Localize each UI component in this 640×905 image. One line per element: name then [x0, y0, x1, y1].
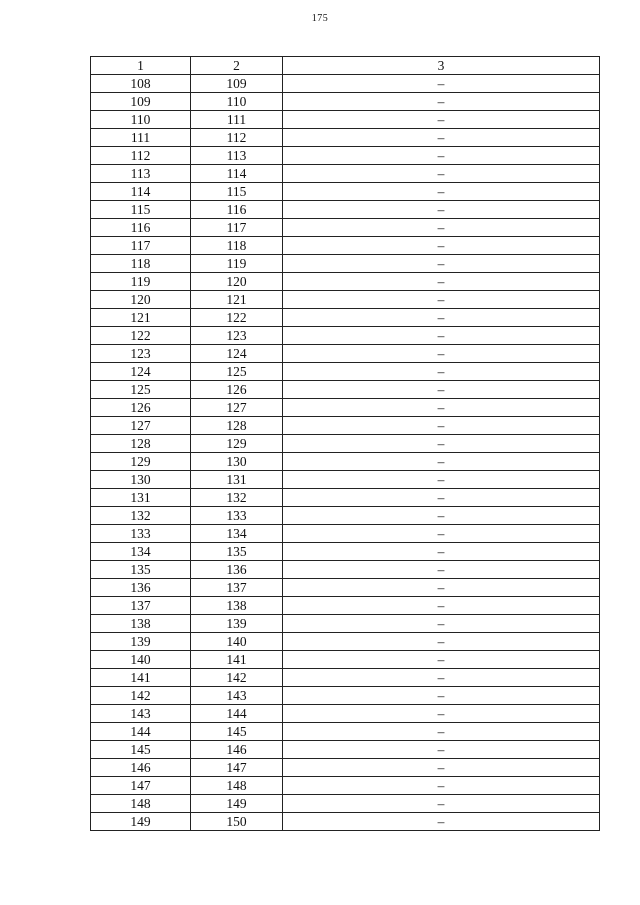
table-cell-col-3: –	[283, 759, 600, 777]
table-row	[91, 93, 600, 111]
table-row	[91, 147, 600, 165]
table-cell-col-2: 137	[191, 579, 283, 597]
table-row	[91, 381, 600, 399]
table-row	[91, 453, 600, 471]
table-cell-col-1: 146	[91, 759, 191, 777]
table-row	[91, 201, 600, 219]
table-row	[91, 471, 600, 489]
table-cell-col-1: 134	[91, 543, 191, 561]
table-row	[91, 111, 600, 129]
table-cell-col-1: 119	[91, 273, 191, 291]
table-row	[91, 705, 600, 723]
table-cell-col-2: 126	[191, 381, 283, 399]
table-row	[91, 165, 600, 183]
table-row	[91, 183, 600, 201]
table-row	[91, 723, 600, 741]
table-cell-col-1: 115	[91, 201, 191, 219]
table-cell-col-1: 110	[91, 111, 191, 129]
table-cell-col-2: 139	[191, 615, 283, 633]
table-cell-col-2: 113	[191, 147, 283, 165]
table-cell-col-3: –	[283, 741, 600, 759]
table-cell-col-2: 122	[191, 309, 283, 327]
table-cell-col-1: 116	[91, 219, 191, 237]
table-cell-col-3: –	[283, 615, 600, 633]
table-cell-col-1: 113	[91, 165, 191, 183]
table-row	[91, 417, 600, 435]
table-cell-col-1: 136	[91, 579, 191, 597]
table-cell-col-1: 126	[91, 399, 191, 417]
column-header-3: 3	[283, 57, 600, 75]
table-cell-col-1: 123	[91, 345, 191, 363]
table-cell-col-1: 142	[91, 687, 191, 705]
table-body	[91, 75, 600, 831]
table-cell-col-3: –	[283, 471, 600, 489]
table-cell-col-3: –	[283, 633, 600, 651]
table-cell-col-3: –	[283, 75, 600, 93]
table-cell-col-3: –	[283, 291, 600, 309]
table-cell-col-2: 110	[191, 93, 283, 111]
table-cell-col-1: 112	[91, 147, 191, 165]
table-cell-col-3: –	[283, 543, 600, 561]
table-cell-col-1: 149	[91, 813, 191, 831]
table-cell-col-2: 116	[191, 201, 283, 219]
table-cell-col-2: 129	[191, 435, 283, 453]
table-cell-col-1: 127	[91, 417, 191, 435]
table-cell-col-1: 128	[91, 435, 191, 453]
table-cell-col-2: 131	[191, 471, 283, 489]
table-cell-col-3: –	[283, 705, 600, 723]
table-cell-col-1: 117	[91, 237, 191, 255]
table-cell-col-1: 138	[91, 615, 191, 633]
table-header-row	[91, 57, 600, 75]
table-cell-col-2: 128	[191, 417, 283, 435]
table-row	[91, 759, 600, 777]
table-cell-col-1: 129	[91, 453, 191, 471]
table-cell-col-2: 127	[191, 399, 283, 417]
table-cell-col-3: –	[283, 129, 600, 147]
table-row	[91, 363, 600, 381]
table-cell-col-2: 112	[191, 129, 283, 147]
table-cell-col-3: –	[283, 723, 600, 741]
table-cell-col-3: –	[283, 597, 600, 615]
table-cell-col-3: –	[283, 237, 600, 255]
table-row	[91, 615, 600, 633]
table-cell-col-3: –	[283, 165, 600, 183]
table-row	[91, 741, 600, 759]
table-cell-col-1: 124	[91, 363, 191, 381]
table-cell-col-3: –	[283, 813, 600, 831]
table-cell-col-2: 124	[191, 345, 283, 363]
table-row	[91, 273, 600, 291]
table-cell-col-1: 111	[91, 129, 191, 147]
table-row	[91, 255, 600, 273]
column-header-2: 2	[191, 57, 283, 75]
table-cell-col-1: 135	[91, 561, 191, 579]
table-cell-col-2: 115	[191, 183, 283, 201]
table-cell-col-1: 108	[91, 75, 191, 93]
table-row	[91, 291, 600, 309]
table-cell-col-3: –	[283, 795, 600, 813]
table-cell-col-3: –	[283, 525, 600, 543]
table-cell-col-3: –	[283, 111, 600, 129]
table-cell-col-2: 147	[191, 759, 283, 777]
table-cell-col-2: 120	[191, 273, 283, 291]
table-cell-col-1: 122	[91, 327, 191, 345]
table-row	[91, 597, 600, 615]
table-cell-col-3: –	[283, 561, 600, 579]
table-cell-col-2: 140	[191, 633, 283, 651]
table-cell-col-3: –	[283, 435, 600, 453]
table-cell-col-3: –	[283, 489, 600, 507]
table-cell-col-1: 143	[91, 705, 191, 723]
table-cell-col-3: –	[283, 201, 600, 219]
table-cell-col-1: 148	[91, 795, 191, 813]
table-cell-col-3: –	[283, 309, 600, 327]
table-cell-col-2: 119	[191, 255, 283, 273]
table-cell-col-2: 136	[191, 561, 283, 579]
table-row	[91, 435, 600, 453]
table-cell-col-3: –	[283, 345, 600, 363]
table-cell-col-1: 137	[91, 597, 191, 615]
table-cell-col-2: 111	[191, 111, 283, 129]
table-cell-col-3: –	[283, 219, 600, 237]
table-cell-col-3: –	[283, 255, 600, 273]
table-row	[91, 489, 600, 507]
table-cell-col-3: –	[283, 507, 600, 525]
table-cell-col-3: –	[283, 453, 600, 471]
table-cell-col-3: –	[283, 381, 600, 399]
table-cell-col-2: 135	[191, 543, 283, 561]
table-cell-col-1: 140	[91, 651, 191, 669]
table-cell-col-2: 109	[191, 75, 283, 93]
column-header-1: 1	[91, 57, 191, 75]
table-cell-col-2: 141	[191, 651, 283, 669]
table-cell-col-1: 114	[91, 183, 191, 201]
table-cell-col-2: 149	[191, 795, 283, 813]
table-cell-col-1: 139	[91, 633, 191, 651]
table-cell-col-3: –	[283, 579, 600, 597]
table-cell-col-3: –	[283, 399, 600, 417]
table-row	[91, 219, 600, 237]
table-cell-col-2: 143	[191, 687, 283, 705]
table-cell-col-1: 125	[91, 381, 191, 399]
table-cell-col-1: 141	[91, 669, 191, 687]
table-cell-col-3: –	[283, 273, 600, 291]
table-cell-col-1: 133	[91, 525, 191, 543]
table-cell-col-1: 109	[91, 93, 191, 111]
table-cell-col-1: 118	[91, 255, 191, 273]
table-cell-col-2: 133	[191, 507, 283, 525]
table-row	[91, 507, 600, 525]
table-cell-col-2: 118	[191, 237, 283, 255]
table-cell-col-2: 134	[191, 525, 283, 543]
table-cell-col-2: 145	[191, 723, 283, 741]
table-row	[91, 651, 600, 669]
page-number: 175	[311, 13, 329, 24]
table-row	[91, 237, 600, 255]
table-cell-col-3: –	[283, 363, 600, 381]
table-row	[91, 327, 600, 345]
table-cell-col-3: –	[283, 183, 600, 201]
table-cell-col-2: 150	[191, 813, 283, 831]
table-cell-col-1: 120	[91, 291, 191, 309]
table-row	[91, 543, 600, 561]
table-cell-col-3: –	[283, 777, 600, 795]
table-row	[91, 345, 600, 363]
table-row	[91, 525, 600, 543]
table-cell-col-1: 145	[91, 741, 191, 759]
table-row	[91, 399, 600, 417]
table-row	[91, 687, 600, 705]
table-row	[91, 309, 600, 327]
table-cell-col-2: 125	[191, 363, 283, 381]
table-cell-col-1: 147	[91, 777, 191, 795]
table-cell-col-2: 130	[191, 453, 283, 471]
table-row	[91, 777, 600, 795]
table-cell-col-3: –	[283, 93, 600, 111]
table-cell-col-2: 144	[191, 705, 283, 723]
table-cell-col-2: 123	[191, 327, 283, 345]
table-cell-col-2: 146	[191, 741, 283, 759]
table-cell-col-3: –	[283, 669, 600, 687]
table-cell-col-1: 144	[91, 723, 191, 741]
table-cell-col-1: 132	[91, 507, 191, 525]
table-row	[91, 795, 600, 813]
table-row	[91, 75, 600, 93]
table-row	[91, 579, 600, 597]
table-cell-col-3: –	[283, 417, 600, 435]
table-cell-col-2: 138	[191, 597, 283, 615]
table-cell-col-3: –	[283, 147, 600, 165]
table-cell-col-2: 117	[191, 219, 283, 237]
table-cell-col-1: 131	[91, 489, 191, 507]
table-row	[91, 669, 600, 687]
table-cell-col-3: –	[283, 327, 600, 345]
table-row	[91, 813, 600, 831]
table-row	[91, 129, 600, 147]
data-table	[90, 56, 600, 831]
table-cell-col-3: –	[283, 687, 600, 705]
table-cell-col-1: 130	[91, 471, 191, 489]
table-cell-col-2: 148	[191, 777, 283, 795]
table-cell-col-1: 121	[91, 309, 191, 327]
table-row	[91, 561, 600, 579]
table-cell-col-2: 121	[191, 291, 283, 309]
table-cell-col-2: 142	[191, 669, 283, 687]
table-cell-col-2: 114	[191, 165, 283, 183]
table-cell-col-2: 132	[191, 489, 283, 507]
table-cell-col-3: –	[283, 651, 600, 669]
table-row	[91, 633, 600, 651]
